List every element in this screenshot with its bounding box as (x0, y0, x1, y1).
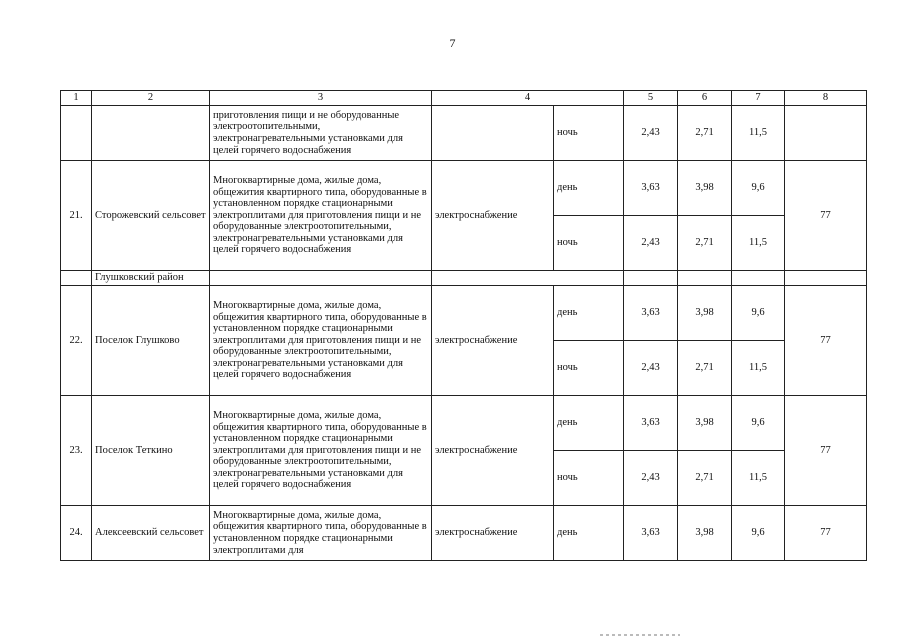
value-col-5: 3,63 (624, 506, 678, 561)
value-col-7: 9,6 (732, 506, 785, 561)
table-row (61, 106, 867, 161)
value-col-7: 11,5 (732, 341, 785, 396)
value-col-5: 3,63 (624, 161, 678, 216)
table-row (61, 286, 867, 341)
value-col-6: 3,98 (678, 161, 732, 216)
service-type: электроснабжение (432, 396, 554, 506)
value-col-6: 2,71 (678, 341, 732, 396)
header-col-6: 6 (678, 91, 732, 106)
period-label: день (554, 396, 624, 451)
period-label: день (554, 161, 624, 216)
consumer-description: приготовления пищи и не оборудованные электроотопительными, электронагревательными установками для целей горячего водоснабжения (210, 106, 432, 161)
settlement-name: Поселок Теткино (92, 396, 210, 506)
row-number (61, 106, 92, 161)
header-col-1: 1 (61, 91, 92, 106)
period-label: ночь (554, 106, 624, 161)
value-col-8: 77 (785, 506, 867, 561)
table-row (61, 396, 867, 451)
settlement-name: Сторожевский сельсовет (92, 161, 210, 271)
value-col-6: 3,98 (678, 286, 732, 341)
value-col-6: 2,71 (678, 451, 732, 506)
district-empty-7 (732, 271, 785, 286)
value-col-8: 77 (785, 396, 867, 506)
scan-artifact (600, 634, 680, 636)
tariff-table (60, 90, 867, 561)
district-empty-8 (785, 271, 867, 286)
district-empty-3 (210, 271, 432, 286)
service-type: электроснабжение (432, 506, 554, 561)
service-type: электроснабжение (432, 161, 554, 271)
settlement-name: Алексеевский сельсовет (92, 506, 210, 561)
header-col-2: 2 (92, 91, 210, 106)
period-label: день (554, 286, 624, 341)
value-col-8: 77 (785, 161, 867, 271)
value-col-6: 3,98 (678, 396, 732, 451)
page-number: 7 (449, 36, 456, 50)
header-col-4: 4 (432, 91, 624, 106)
period-label: день (554, 506, 624, 561)
row-number: 21. (61, 161, 92, 271)
value-col-5: 3,63 (624, 396, 678, 451)
service-type: электроснабжение (432, 286, 554, 396)
value-col-6: 3,98 (678, 506, 732, 561)
value-col-7: 11,5 (732, 451, 785, 506)
district-empty-5 (624, 271, 678, 286)
header-col-8: 8 (785, 91, 867, 106)
row-number: 23. (61, 396, 92, 506)
value-col-7: 11,5 (732, 106, 785, 161)
period-label: ночь (554, 341, 624, 396)
header-col-3: 3 (210, 91, 432, 106)
district-row (61, 271, 867, 286)
value-col-7: 9,6 (732, 286, 785, 341)
value-col-7: 9,6 (732, 396, 785, 451)
value-col-6: 2,71 (678, 106, 732, 161)
district-empty-4 (432, 271, 624, 286)
consumer-description: Многоквартирные дома, жилые дома, общежития квартирного типа, оборудованные в установленном порядке стационарными электроплитами для приготовления пищи и не оборудованные электроотопительными, электронагревательными установками для целей горячего водоснабжения (210, 286, 432, 396)
value-col-5: 2,43 (624, 106, 678, 161)
value-col-6: 2,71 (678, 216, 732, 271)
district-num (61, 271, 92, 286)
value-col-7: 11,5 (732, 216, 785, 271)
value-col-8 (785, 106, 867, 161)
value-col-5: 2,43 (624, 451, 678, 506)
period-label: ночь (554, 451, 624, 506)
value-col-8: 77 (785, 286, 867, 396)
header-col-7: 7 (732, 91, 785, 106)
table-row (61, 161, 867, 216)
value-col-5: 3,63 (624, 286, 678, 341)
consumer-description: Многоквартирные дома, жилые дома, общежития квартирного типа, оборудованные в установленном порядке стационарными электроплитами для приготовления пищи и не оборудованные электроотопительными, электронагревательными установками для целей горячего водоснабжения (210, 396, 432, 506)
table-row (61, 506, 867, 561)
header-row (61, 91, 867, 106)
consumer-description: Многоквартирные дома, жилые дома, общежития квартирного типа, оборудованные в установленном порядке стационарными электроплитами для приготовления пищи и не оборудованные электроотопительными, электронагревательными установками для целей горячего водоснабжения (210, 161, 432, 271)
settlement-name (92, 106, 210, 161)
value-col-5: 2,43 (624, 216, 678, 271)
consumer-description: Многоквартирные дома, жилые дома, общежития квартирного типа, оборудованные в установленном порядке стационарными электроплитами для (210, 506, 432, 561)
value-col-7: 9,6 (732, 161, 785, 216)
value-col-5: 2,43 (624, 341, 678, 396)
header-col-5: 5 (624, 91, 678, 106)
period-label: ночь (554, 216, 624, 271)
district-name: Глушковский район (92, 271, 210, 286)
settlement-name: Поселок Глушково (92, 286, 210, 396)
row-number: 22. (61, 286, 92, 396)
row-number: 24. (61, 506, 92, 561)
service-type (432, 106, 554, 161)
district-empty-6 (678, 271, 732, 286)
